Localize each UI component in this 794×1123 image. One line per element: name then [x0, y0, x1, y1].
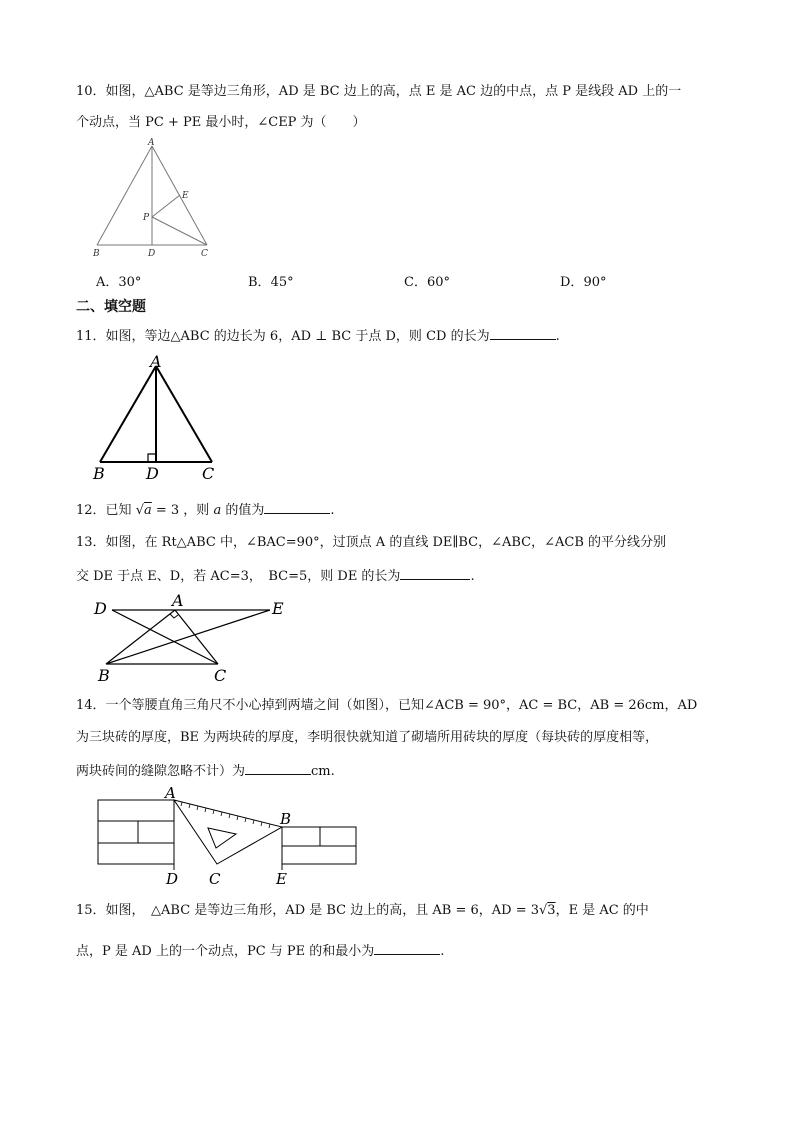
q14-ruler-ticks: [181, 802, 270, 828]
q15-radicand: 3: [547, 903, 556, 918]
q15-line-2: 点，P 是 AD 上的一个动点，PC 与 PE 的和最小为 .: [76, 940, 444, 961]
q14-answer-blank[interactable]: [245, 760, 311, 775]
q11-side-ac: [156, 366, 212, 462]
q11-side-ab: [100, 366, 156, 462]
q10-figure: [88, 140, 218, 262]
q10-option-b[interactable]: B．45°: [248, 275, 294, 290]
q13-figure: [90, 592, 300, 684]
q13-label-d: D: [94, 599, 107, 618]
q12-text: 12．已知 √a = 3 ，则 a 的值为 .: [76, 499, 335, 520]
section-title: 二、填空题: [76, 299, 146, 315]
q12-variable: a: [213, 503, 222, 518]
q12-radicand: a: [143, 503, 152, 518]
q10-option-c[interactable]: C．60°: [404, 275, 450, 290]
q14-label-b: B: [280, 810, 292, 828]
q11-label-a: A: [150, 352, 162, 371]
sqrt-symbol: √: [135, 503, 144, 518]
q10-label-e: E: [182, 191, 189, 201]
q13-bisector-be: [106, 610, 270, 664]
q13-line-1: 13．如图，在 Rt△ABC 中，∠BAC=90°，过顶点 A 的直线 DE∥BC，∠ABC，∠ACB 的平分线分别: [76, 535, 667, 550]
q11-figure: [90, 352, 230, 483]
q11-label-d: D: [146, 464, 159, 483]
q10-option-d[interactable]: D．90°: [560, 275, 607, 290]
q14-ruler-cutout: [208, 828, 236, 848]
q11-label-b: B: [93, 464, 105, 483]
q10-label-d: D: [148, 249, 156, 259]
q10-options: [96, 271, 716, 289]
q13-label-a: A: [172, 591, 184, 610]
sqrt-symbol: √: [539, 903, 548, 918]
q14-label-a: A: [165, 784, 176, 802]
q14-line-3: 两块砖间的缝隙忽略不计）为 cm.: [76, 760, 335, 781]
q11-right-angle-mark: [148, 454, 156, 462]
q10-label-b: B: [93, 249, 100, 259]
q10-option-a[interactable]: A．30°: [96, 275, 142, 290]
q10-line-1: 10．如图，△ABC 是等边三角形，AD 是 BC 边上的高，点 E 是 AC 边的中点，点 P 是线段 AD 上的一: [76, 84, 682, 99]
q13-right-angle-mark: [170, 614, 178, 618]
q10-label-c: C: [201, 249, 208, 259]
q14-line-2: 为三块砖的厚度，BE 为两块砖的厚度，李明很快就知道了砌墙所用砖块的厚度（每块砖的厚度相等，: [76, 730, 659, 745]
q10-side-ab: [97, 146, 152, 245]
q14-label-c: C: [209, 870, 221, 888]
q13-label-c: C: [214, 666, 227, 685]
q13-answer-blank[interactable]: [400, 565, 470, 580]
q14-label-d: D: [166, 870, 179, 888]
q15-answer-blank[interactable]: [374, 940, 440, 955]
q13-line-2: 交 DE 于点 E、D，若 AC=3， BC=5，则 DE 的长为 .: [76, 565, 475, 586]
q14-left-wall: [98, 800, 174, 864]
q10-segment-pe: [152, 195, 180, 217]
q11-label-c: C: [202, 464, 215, 483]
q11-text: 11．如图，等边△ABC 的边长为 6，AD ⊥ BC 于点 D，则 CD 的长为 .: [76, 325, 560, 346]
q10-label-a: A: [148, 138, 155, 148]
q11-answer-blank[interactable]: [490, 325, 556, 340]
q10-label-p: P: [143, 213, 150, 223]
q13-side-ac: [175, 610, 218, 664]
q13-label-e: E: [272, 599, 284, 618]
q13-label-b: B: [98, 666, 110, 685]
q14-line-1: 14．一个等腰直角三角尺不小心掉到两墙之间（如图），已知∠ACB = 90°，AC = BC，AB = 26cm，AD: [76, 698, 698, 713]
q14-label-e: E: [276, 870, 287, 888]
q12-answer-blank[interactable]: [264, 499, 330, 514]
q14-figure: [94, 784, 364, 888]
q10-line-2: 个动点，当 PC + PE 最小时，∠CEP 为（ ）: [76, 115, 366, 130]
q15-line-1: 15．如图， △ABC 是等边三角形，AD 是 BC 边上的高，且 AB = 6，AD = 3√3，E 是 AC 的中: [76, 903, 649, 918]
